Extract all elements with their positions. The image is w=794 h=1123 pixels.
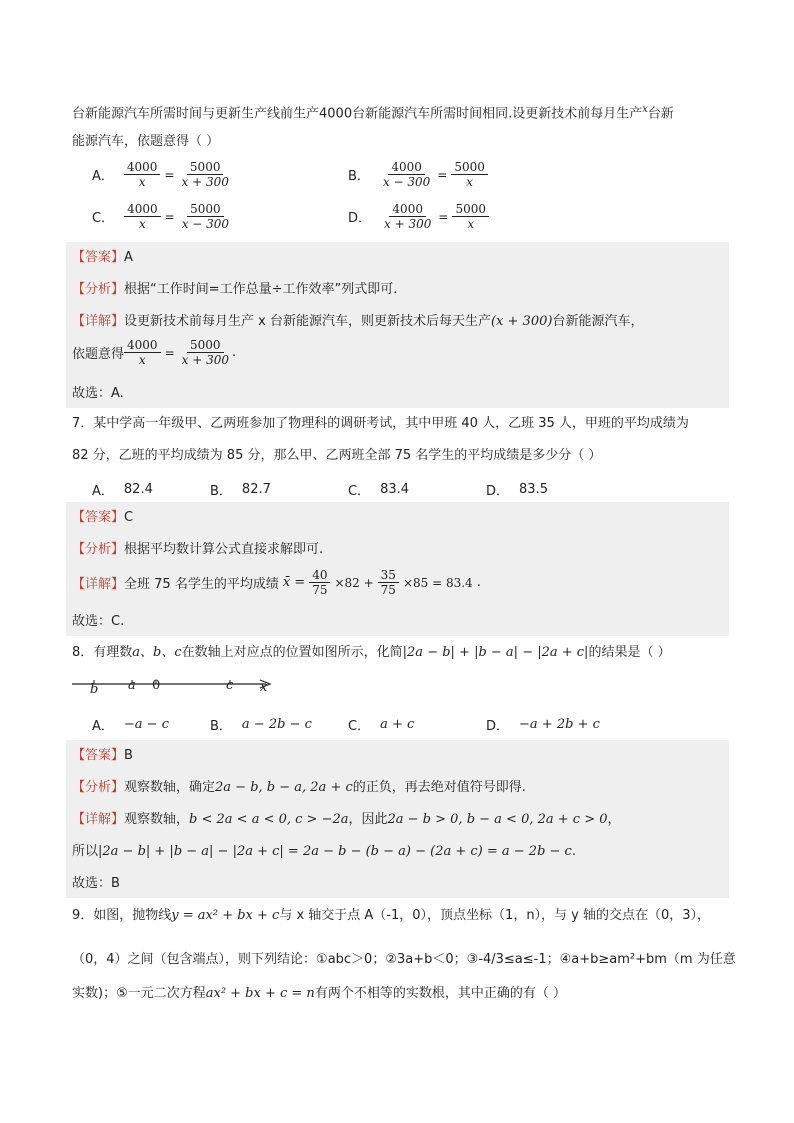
fraction: $\frac{4000}{x + 300}$ <box>384 202 432 231</box>
q6-choice: 故选：A. <box>72 386 124 401</box>
q6-detail: 【详解】设更新技术前每月生产 x 台新能源汽车，则更新技术后每天生产(x + 300)台新能源汽车， <box>72 314 644 329</box>
q7-option-d: D． 83.5 <box>486 482 548 499</box>
q8-option-a: A． −a − c <box>92 717 169 734</box>
fraction: $\frac{5000}{x + 300}$ <box>181 160 229 189</box>
q6-stem-line2: 能源汽车，依题意得（ ） <box>72 134 220 149</box>
axis-label-c: c <box>226 678 234 693</box>
q6-option-d: D． $\frac{4000}{x + 300}$ = $\frac{5000}{x}$ <box>348 202 489 231</box>
q6-stem-line1: 台新能源汽车所需时间与更新生产线前生产4000台新能源汽车所需时间相同.设更新技术前每月生产$^x$台新 <box>72 104 674 122</box>
q6-option-a: A． $\frac{4000}{x}$ = $\frac{5000}{x + 300}$ <box>92 160 232 189</box>
q8-option-d: D． −a + 2b + c <box>486 717 600 734</box>
q6-answer: 【答案】A <box>72 250 133 265</box>
q7-choice: 故选：C. <box>72 614 125 629</box>
axis-label-zero: 0 <box>152 678 161 693</box>
fraction: $\frac{5000}{x}$ <box>452 202 489 231</box>
q7-stem-line1: 7．某中学高一年级甲、乙两班参加了物理科的调研考试，其中甲班 40 人，乙班 35 人，甲班的平均成绩为 <box>72 416 689 431</box>
q8-stem: 8．有理数a、b、c在数轴上对应点的位置如图所示，化简|2a − b| + |b − a| − |2a + c|的结果是（ ） <box>72 645 671 660</box>
fraction: $\frac{35}{75}$ <box>378 568 399 597</box>
q7-option-b: B． 82.7 <box>210 482 271 499</box>
axis-label-a: a <box>128 678 136 693</box>
fraction: $\frac{5000}{x - 300}$ <box>181 202 230 231</box>
q6-option-b: B． $\frac{4000}{x - 300}$ = $\frac{5000}{x}$ <box>348 160 488 189</box>
number-line <box>66 672 286 702</box>
q7-analysis: 【分析】根据平均数计算公式直接求解即可. <box>72 542 324 557</box>
axis-label-b: b <box>90 682 99 697</box>
fraction: $\frac{5000}{x}$ <box>451 160 488 189</box>
axis-label-x: x <box>260 680 268 695</box>
fraction: $\frac{40}{75}$ <box>309 568 330 597</box>
fraction: $\frac{4000}{x}$ <box>124 160 161 189</box>
q7-stem-line2: 82 分，乙班的平均成绩为 85 分，那么甲、乙两班全部 75 名学生的平均成绩是多少分（ ） <box>72 448 602 463</box>
q8-choice: 故选：B <box>72 876 120 891</box>
q6-analysis: 【分析】根据“工作时间=工作总量÷工作效率”列式即可. <box>72 282 398 297</box>
q8-answer: 【答案】B <box>72 748 133 763</box>
q7-detail: 【详解】 全班 75 名学生的平均成绩 x̄ = $\frac{40}{75}$ ×82 + $\frac{35}{75}$ ×85 = 83.4 . <box>72 568 481 597</box>
q6-detail-equation: 依题意得 $\frac{4000}{x}$ = $\frac{5000}{x + 300}$ . <box>72 338 237 367</box>
q8-option-b: B． a − 2b − c <box>210 717 312 734</box>
q8-analysis: 【分析】观察数轴，确定2a − b, b − a, 2a + c的正负，再去绝对值符号即得. <box>72 780 526 795</box>
q8-detail-line2: 所以|2a − b| + |b − a| − |2a + c| = 2a − b − (b − a) − (2a + c) = a − 2b − c. <box>72 844 576 859</box>
fraction: $\frac{4000}{x}$ <box>124 202 161 231</box>
q9-stem-line1: 9．如图，抛物线y = ax² + bx + c与 x 轴交于点 A（-1，0），顶点坐标（1，n），与 y 轴的交点在（0，3）， <box>72 908 711 923</box>
fraction: $\frac{4000}{x - 300}$ <box>382 160 431 189</box>
q7-answer: 【答案】C <box>72 510 134 525</box>
q7-option-c: C． 83.4 <box>348 482 410 499</box>
q8-option-c: C． a + c <box>348 717 415 734</box>
q9-stem-line3: 实数)；⑤一元二次方程ax² + bx + c = n有两个不相等的实数根，其中正确的有（ ） <box>72 986 566 1001</box>
q7-option-a: A． 82.4 <box>92 482 153 499</box>
fraction: $\frac{4000}{x}$ <box>124 338 161 367</box>
q8-detail: 【详解】观察数轴，b < 2a < a < 0, c > −2a，因此2a − b > 0, b − a < 0, 2a + c > 0， <box>72 812 621 827</box>
q6-option-c: C． $\frac{4000}{x}$ = $\frac{5000}{x - 300}$ <box>92 202 232 231</box>
q9-stem-line2: （0，4）之间（包含端点），则下列结论：①abc＞0；②3a+b＜0；③-4/3≤a≤-1；④a+b≥am²+bm（m 为任意 <box>72 952 736 967</box>
fraction: $\frac{5000}{x + 300}$ <box>181 338 229 367</box>
